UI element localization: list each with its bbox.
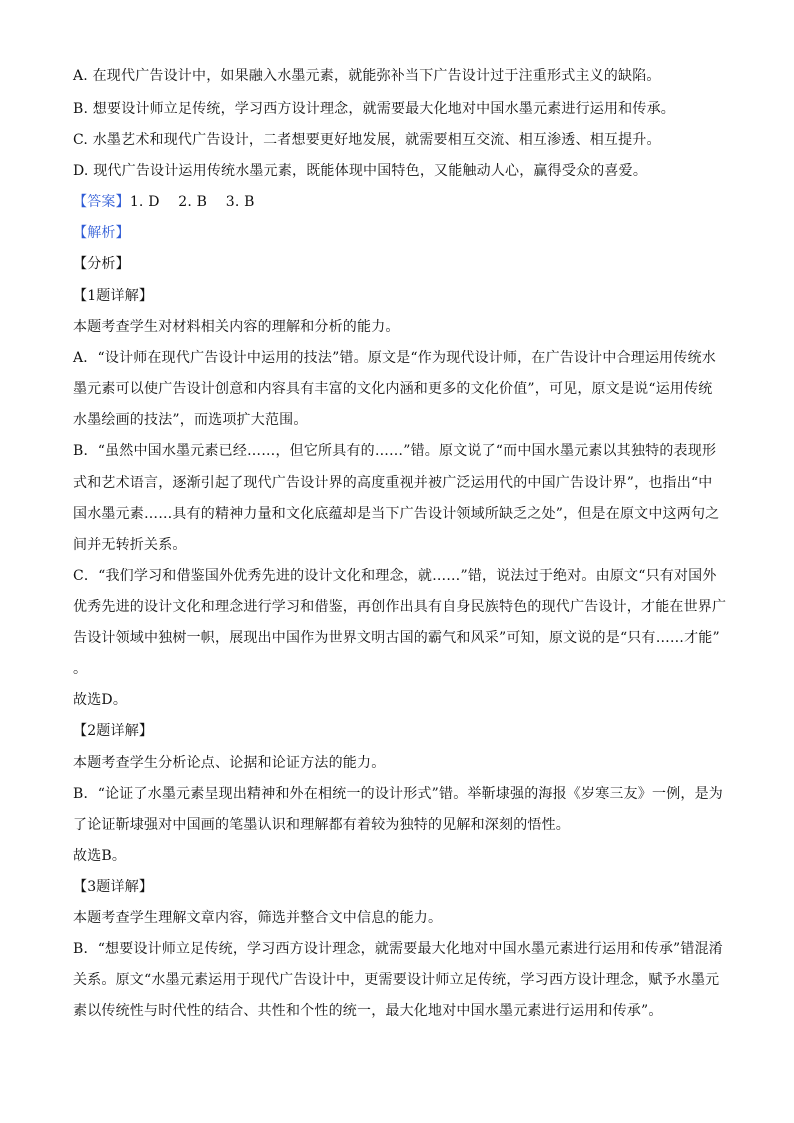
q2-choose: 故选B。 — [73, 848, 127, 864]
q1-choose: 故选D。 — [73, 692, 128, 708]
q3-b-line-3: 素以传统性与时代性的结合、共性和个性的统一，最大化地对中国水墨元素进行运用和传承”。 — [73, 1003, 663, 1019]
q1-a-line-2: 墨元素可以使广告设计创意和内容具有丰富的文化内涵和更多的文化价值”，可见，原文是说“运用传统 — [73, 381, 713, 397]
q1-b-line-2: 式和艺术语言，逐渐引起了现代广告设计界的高度重视并被广泛运用代的中国广告设计界”，也指出“中 — [73, 475, 713, 491]
q1-c-line-3: 告设计领域中独树一帜，展现出中国作为世界文明古国的霸气和风采”可知，原文说的是“只有……才能” — [73, 630, 720, 646]
answer-tag: 【答案】 — [73, 194, 130, 210]
answer-line — [73, 192, 723, 212]
q1-heading: 【1题详解】 — [73, 288, 154, 304]
q1-a-line-1: A．“设计师在现代广告设计中运用的技法”错。原文是“作为现代设计师，在广告设计中合理运用传统水 — [73, 350, 716, 366]
answer-values: 1. D 2. B 3. B — [129, 194, 255, 210]
q1-b-line-4: 间并无转折关系。 — [73, 537, 187, 553]
fenxi-heading: 【分析】 — [73, 256, 130, 272]
jiexi-heading: 【解析】 — [73, 225, 130, 241]
q2-heading: 【2题详解】 — [73, 723, 154, 739]
q1-c-line-1: C．“我们学习和借鉴国外优秀先进的设计文化和理念，就……”错，说法过于绝对。由原文“只有对国外 — [73, 568, 717, 584]
option-c: C. 水墨艺术和现代广告设计，二者想要更好地发展，就需要相互交流、相互渗透、相互提升。 — [73, 132, 661, 148]
q1-intro: 本题考查学生对材料相关内容的理解和分析的能力。 — [73, 319, 400, 335]
q1-a-line-3: 水墨绘画的技法”，而选项扩大范围。 — [73, 412, 308, 428]
option-a: A. 在现代广告设计中，如果融入水墨元素，就能弥补当下广告设计过于注重形式主义的缺陷。 — [73, 68, 661, 84]
q3-intro: 本题考查学生理解文章内容，筛选并整合文中信息的能力。 — [73, 910, 443, 926]
q1-c-line-4: 。 — [73, 661, 88, 677]
q2-intro: 本题考查学生分析论点、论据和论证方法的能力。 — [73, 755, 386, 771]
q1-b-line-1: B．“虽然中国水墨元素已经……，但它所具有的……”错。原文说了“而中国水墨元素以其独特的表现形 — [73, 443, 717, 459]
option-b: B. 想要设计师立足传统，学习西方设计理念，就需要最大化地对中国水墨元素进行运用和传承。 — [73, 101, 675, 117]
q3-b-line-2: 关系。原文“水墨元素运用于现代广告设计中，更需要设计师立足传统，学习西方设计理念，赋予水墨元 — [73, 972, 720, 988]
q2-b-line-1: B．“论证了水墨元素呈现出精神和外在相统一的设计形式”错。举靳埭强的海报《岁寒三友》一例，是为 — [73, 786, 723, 802]
q2-b-line-2: 了论证靳埭强对中国画的笔墨认识和理解都有着较为独特的见解和深刻的悟性。 — [73, 817, 570, 833]
q3-b-line-1: B．“想要设计师立足传统，学习西方设计理念，就需要最大化地对中国水墨元素进行运用和传承”错混淆 — [73, 941, 723, 957]
q3-heading: 【3题详解】 — [73, 879, 154, 895]
q1-c-line-2: 优秀先进的设计文化和理念进行学习和借鉴，再创作出具有自身民族特色的现代广告设计，才能在世界广 — [73, 599, 727, 615]
option-d: D. 现代广告设计运用传统水墨元素，既能体现中国特色，又能触动人心，赢得受众的喜爱。 — [73, 163, 648, 179]
q1-b-line-3: 国水墨元素……具有的精神力量和文化底蕴却是当下广告设计领域所缺乏之处”，但是在原文中这两句之 — [73, 506, 720, 522]
